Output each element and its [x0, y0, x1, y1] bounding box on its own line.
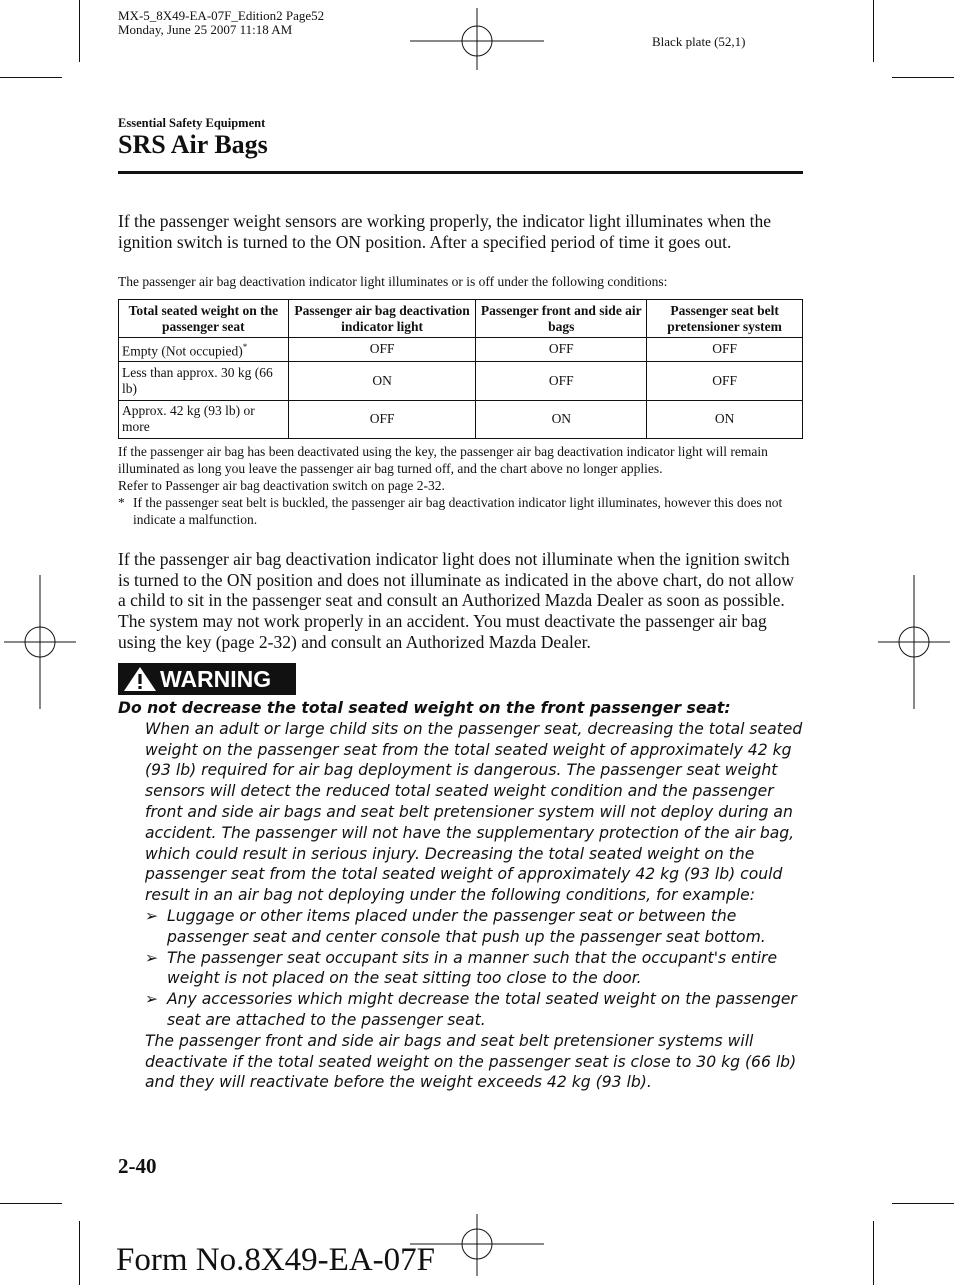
table-row	[119, 361, 803, 400]
warning-closing: The passenger front and side air bags and seat belt pretensioner systems will deactivate if the total seated weight on the passenger seat is close to 30 kg (66 lb) and they will reactivate before the weight exceeds 42 kg (93 lb).	[145, 1031, 797, 1092]
table-header-cell: Total seated weight on the passenger seat	[119, 300, 289, 338]
crop-mark	[892, 1203, 954, 1204]
warning-label	[118, 663, 296, 695]
table-note: Refer to Passenger air bag deactivation switch on page 2-32.	[118, 478, 445, 493]
page-title: SRS Air Bags	[118, 130, 268, 159]
section-label: Essential Safety Equipment	[118, 116, 266, 130]
print-file-info	[118, 9, 324, 37]
table-cell: ON	[647, 400, 803, 438]
table-cell: OFF	[288, 338, 476, 362]
warning-triangle-icon	[120, 665, 160, 693]
table-note: If the passenger air bag has been deactivated using the key, the passenger air bag deactivation indicator light will remain illuminated as long you leave the passenger air bag turned off, and the chart above no longer applies.	[118, 444, 768, 476]
table-cell: OFF	[647, 361, 803, 400]
table-header-row	[119, 300, 803, 338]
warning-bullet-text: The passenger seat occupant sits in a manner such that the occupant's entire weight is not placed on the seat sitting too close to the door.	[167, 948, 778, 988]
registration-mark-icon	[410, 4, 544, 74]
warning-body-text: When an adult or large child sits on the passenger seat, decreasing the total seated weight on the passenger seat from the total seated weight of approximately 42 kg (93 lb) required for air bag deployment is dangerous. The passenger seat weight sensors will detect the reduced total seated weight condition and the passenger front and side air bags and seat belt pretensioner system will not deploy during an accident. The passenger will not have the supplementary protection of the air bag, which could result in serious injury. Decreasing the total seated weight on the passenger seat from the total seated weight of approximately 42 kg (93 lb) could result in an air bag not deploying under the following conditions, for example:	[145, 719, 803, 905]
footnote-mark: *	[242, 342, 248, 352]
footnote	[118, 494, 803, 528]
crop-mark	[892, 77, 954, 78]
table-row	[119, 338, 803, 362]
intro-paragraph: If the passenger weight sensors are working properly, the indicator light illuminates when the ignition switch is turned to the ON position. After a specified period of time it goes out.	[118, 211, 771, 252]
crop-mark	[79, 1221, 80, 1285]
warning-bullet	[145, 906, 808, 948]
registration-mark-icon	[878, 575, 950, 709]
crop-mark	[0, 77, 62, 78]
arrow-bullet-icon: ➢	[145, 990, 159, 1009]
arrow-bullet-icon: ➢	[145, 906, 159, 925]
crop-mark	[79, 0, 80, 62]
warning-heading: Do not decrease the total seated weight on the front passenger seat:	[118, 699, 731, 717]
table-row	[119, 400, 803, 438]
footnote-mark: *	[118, 495, 125, 510]
conditions-table	[118, 299, 803, 439]
warning-bullet	[145, 948, 808, 990]
table-cell: OFF	[476, 361, 647, 400]
table-cell: OFF	[476, 338, 647, 362]
warning-label-text: WARNING	[160, 665, 272, 692]
crop-mark	[873, 1221, 874, 1285]
arrow-bullet-icon: ➢	[145, 948, 159, 967]
warning-bullet-text: Luggage or other items placed under the passenger seat or between the passenger seat and center console that push up the passenger seat bottom.	[167, 906, 766, 946]
page-number: 2-40	[118, 1154, 157, 1178]
table-cell-condition	[119, 338, 289, 362]
table-header-cell: Passenger air bag deactivation indicator light	[288, 300, 476, 338]
table-header-cell: Passenger front and side air bags	[476, 300, 647, 338]
warning-body	[118, 719, 808, 1093]
main-paragraph: If the passenger air bag deactivation indicator light does not illuminate when the ignition switch is turned to the ON position and does not illuminate as indicated in the above chart, do not allow a child to sit in the passenger seat and consult an Authorized Mazda Dealer as soon as possible. The system may not work properly in an accident. You must deactivate the passenger air bag using the key (page 2-32) and consult an Authorized Mazda Dealer.	[118, 549, 795, 652]
table-cell: ON	[476, 400, 647, 438]
print-date-line: Monday, June 25 2007 11:18 AM	[118, 22, 293, 37]
table-notes	[118, 443, 803, 528]
warning-content	[118, 698, 808, 1093]
table-intro: The passenger air bag deactivation indicator light illuminates or is off under the following conditions:	[118, 274, 668, 289]
table-cell-condition: Less than approx. 30 kg (66 lb)	[119, 361, 289, 400]
warning-bullet	[145, 989, 808, 1031]
footnote-text: If the passenger seat belt is buckled, the passenger air bag deactivation indicator light illuminates, however this does not indicate a malfunction.	[133, 495, 783, 527]
print-file-line: MX-5_8X49-EA-07F_Edition2 Page52	[118, 8, 325, 23]
table-cell: OFF	[288, 400, 476, 438]
plate-label: Black plate (52,1)	[652, 34, 746, 49]
table-cell: OFF	[647, 338, 803, 362]
title-rule	[118, 171, 803, 174]
table-cell: ON	[288, 361, 476, 400]
table-header-cell: Passenger seat belt pretensioner system	[647, 300, 803, 338]
crop-mark	[0, 1203, 62, 1204]
table-cell-condition: Approx. 42 kg (93 lb) or more	[119, 400, 289, 438]
crop-mark	[873, 0, 874, 62]
registration-mark-icon	[4, 575, 76, 709]
warning-bullet-text: Any accessories which might decrease the total seated weight on the passenger seat are attached to the passenger seat.	[167, 990, 797, 1029]
condition-text: Empty (Not occupied)	[122, 343, 243, 359]
form-number: Form No.8X49-EA-07F	[116, 1242, 435, 1278]
